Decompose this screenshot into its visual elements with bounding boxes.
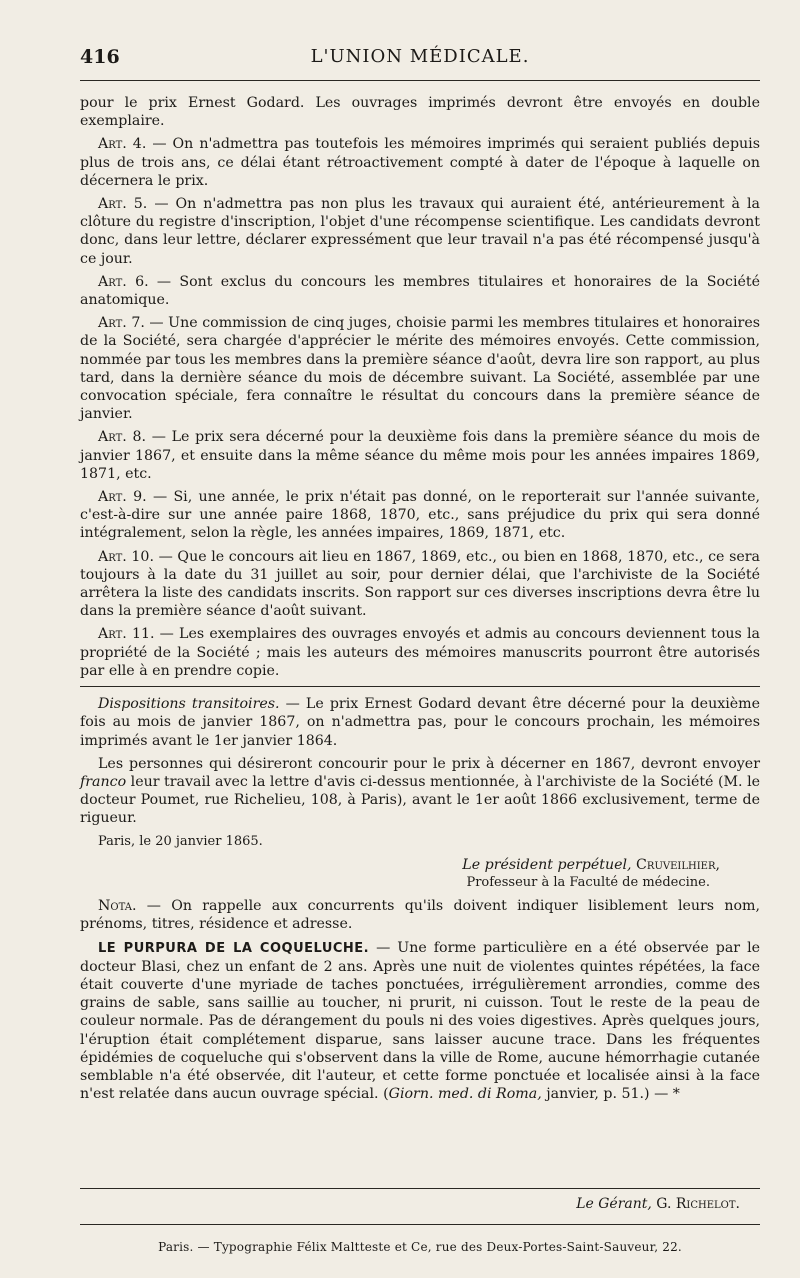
footer-rule-bottom: [80, 1224, 760, 1225]
article-label: Art. 10.: [98, 548, 154, 565]
envoi-text-end: leur travail avec la lettre d'avis ci-dessus mentionnée, à l'archiviste de la Société (M. le docteur Poumet, rue Richelieu, 108, à Paris), avant le 1er août 1866 exclusivement, terme de rigueur.: [80, 773, 760, 827]
signature-title: Professeur à la Faculté de médecine.: [466, 874, 710, 890]
article-9: [80, 488, 760, 543]
running-title: L'UNION MÉDICALE.: [310, 46, 530, 67]
franco-word: franco: [80, 773, 127, 790]
article-10: [80, 548, 760, 621]
paragraph-intro: [80, 94, 760, 130]
date-line: Paris, le 20 janvier 1865.: [98, 833, 263, 849]
article-text: — Que le concours ait lieu en 1867, 1869, etc., ou bien en 1868, 1870, etc., ce sera toujours à la date du 31 juillet au soir, pour dernier délai, que l'archiviste de la Société arrêtera la liste des candidats inscrits. Son rapport sur ces diverses inscriptions devra être lu dans la première séance d'août suivant.: [80, 548, 761, 620]
header-rule: [80, 80, 760, 81]
article-label: Art. 9.: [98, 489, 147, 506]
footer-rule-top: [80, 1188, 760, 1189]
article-6: [80, 273, 760, 309]
nota: [80, 897, 760, 933]
article-label: Art. 5.: [98, 196, 148, 213]
signature-role: Le président perpétuel,: [462, 856, 632, 873]
article-7: [80, 314, 760, 423]
signature-name: Cruveilhier,: [631, 856, 720, 873]
purpura-citation: Giorn. med. di Roma,: [388, 1086, 542, 1103]
purpura-tail: janvier, p. 51.) — *: [541, 1086, 680, 1103]
article-label: Art. 6.: [98, 273, 149, 290]
article-text: — Les exemplaires des ouvrages envoyés et admis au concours deviennent tous la propriété de la Société ; mais les auteurs des mémoires manuscrits pourront être autorisés par elle à en prendre copie.: [80, 626, 760, 679]
article-5: [80, 195, 760, 268]
article-label: Art. 4.: [98, 136, 147, 153]
purpura-heading: LE PURPURA DE LA COQUELUCHE.: [98, 940, 370, 956]
article-text: — Une commission de cinq juges, choisie parmi les membres titulaires et honoraires de la Société, sera chargée d'apprécier le mérite des mémoires envoyés. Cette commission, nommée par tous les membres dans la première séance d'août, devra lire son rapport, au plus tard, dans la dernière séance du mois de décembre suivant. La Société, assemblée par une convocation spéciale, fera connaître le résultat du concours dans la première séance de janvier.: [80, 315, 760, 423]
purpura-text: — Une forme particulière en a été observée par le docteur Blasi, chez un enfant de 2 ans. Après une nuit de violentes quintes répétées, la face était couverte d'une myriade de taches ponctuées, irrégulièrement arrondies, comme des grains de sable, sans saillie au toucher, ni prurit, ni cuisson. Tout le reste de la peau de couleur normale. Pas de dérangement du pouls ni des voies digestives. Après quelques jours, l'éruption était complétement disparue, sans laisser aucune trace. Dans les fréquentes épidémies de coqueluche qui s'observent dans la ville de Rome, aucune hémorrhagie cutanée semblable n'a été observée, dit l'auteur, et cette forme ponctuée et localisée ainsi à la face n'est relatée dans aucun ouvrage spécial. (: [80, 939, 761, 1103]
section-divider: [80, 686, 760, 687]
envoi-text: Les personnes qui désireront concourir pour le prix à décerner en 1867, devront envoyer: [98, 755, 760, 772]
article-label: Art. 7.: [98, 315, 145, 332]
article-text: — On n'admettra pas non plus les travaux qui auraient été, antérieurement à la clôture du registre d'inscription, l'objet d'une récompense scientifique. Les candidats devront donc, dans leur lettre, déclarer expressément que leur travail n'a pas été récompensé jusqu'à ce jour.: [80, 196, 761, 267]
article-text: — On n'admettra pas toutefois les mémoires imprimés qui seraient publiés depuis plus de trois ans, ce délai étant rétroactivement compté à dater de l'époque à laquelle on décernera le prix.: [80, 136, 760, 189]
article-label: Art. 8.: [98, 429, 147, 446]
printer-imprint: Paris. — Typographie Félix Maltteste et Ce, rue des Deux-Portes-Saint-Sauveur, 22.: [158, 1240, 682, 1254]
gerant-signoff: [576, 1196, 740, 1212]
article-text: — Si, une année, le prix n'était pas donné, on le reporterait sur l'année suivante, c'est-à-dire sur une année paire 1868, 1870, etc., sans préjudice du prix qui sera donné intégralement, selon la règle, les années impaires, 1869, 1871, etc.: [80, 489, 760, 542]
dispositions-envoi: [80, 755, 760, 828]
nota-text: — On rappelle aux concurrents qu'ils doivent indiquer lisiblement leurs nom, prénoms, titres, résidence et adresse.: [80, 898, 760, 933]
purpura-article: [80, 939, 760, 1104]
dispositions-transitoires: [80, 695, 760, 750]
dispositions-label: Dispositions transitoires.: [98, 696, 280, 713]
article-text: — Le prix sera décerné pour la deuxième fois dans la première séance du mois de janvier 1867, et ensuite dans la même séance du même mois pour les années impaires 1869, 1871, etc.: [80, 429, 760, 482]
page-header: [80, 46, 760, 76]
signature-line: [80, 856, 760, 874]
article-body: [80, 94, 760, 1108]
article-8: [80, 428, 760, 483]
article-label: Art. 11.: [98, 626, 155, 643]
dispositions-text: — Le prix Ernest Godard devant être décerné pour la deuxième fois au mois de janvier 1867, on n'admettra pas, pour le concours prochain, les mémoires imprimés avant le 1er janvier 1864.: [80, 696, 760, 749]
gerant-name: G. Richelot.: [651, 1196, 740, 1212]
article-text: — Sont exclus du concours les membres titulaires et honoraires de la Société anatomique.: [80, 273, 760, 309]
paragraph-text: pour le prix Ernest Godard. Les ouvrages imprimés devront être envoyés en double exemplaire.: [80, 95, 760, 130]
gerant-role: Le Gérant,: [576, 1196, 652, 1212]
article-11: [80, 625, 760, 680]
nota-label: Nota.: [98, 898, 137, 915]
article-4: [80, 135, 760, 190]
page-number: 416: [80, 46, 120, 68]
